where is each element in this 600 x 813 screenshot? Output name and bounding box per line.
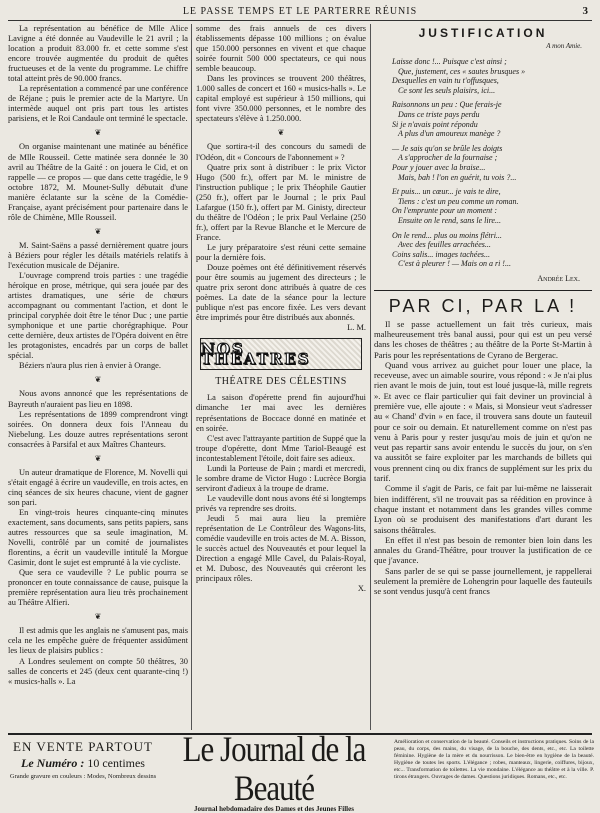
poem-line: Avec des feuilles arrachées... [398, 240, 491, 250]
advertisement-footer [8, 728, 594, 813]
article-paragraph: Lundi la Porteuse de Pain ; mardi et mercredi, le sombre drame de Victor Hugo : Lucrèce Borgia serviront d'adieux à la troupe de drame. [196, 463, 366, 493]
ad-journal-title: Le Journal de la Beauté [182, 728, 366, 809]
column-divider [370, 24, 371, 730]
poem-signature: Andrée Lex. [537, 273, 580, 283]
ad-description: Amélioration et conservation de la beauté. Conseils et instructions pratiques. Soins de la peau, du corps, des mains, du visage, de la bouche, des dents, etc., etc. La toilette féminine. Hygiène de la mère et du nourrisson. Le bien-être en hygiène de la beauté. Hygiène de toutes les sports. L'élégance ; robes, manteaux, lingerie, coiffures, bijoux, etc... Transformation de toilettes. La vie mondaine. L'élégance au théâtre et à la ville. P. tirons étrangers. Ouvrages de dames. Questions juridiques. Romans, etc., etc. [394, 739, 594, 780]
poem-line: — Je sais qu'on se brûle les doigts [392, 143, 503, 153]
poem-title: JUSTIFICATION [418, 26, 548, 40]
poem-line: Si je n'avais point répondu [392, 119, 478, 129]
ad-left [8, 739, 158, 780]
ornament-icon: ❦ [94, 375, 102, 385]
ad-price-value: 10 centimes [87, 756, 145, 770]
ornament-icon: ❦ [94, 128, 102, 138]
divider [374, 290, 592, 291]
poem-line: Mais, bah ! l'on en guérit, tu vois ?... [398, 172, 517, 182]
article-paragraph: On organise maintenant une matinée au bénéfice de Mlle Rousseil. Cette matinée sera donnée le 30 avril au Théâtre de la Gaité : on jouera le Cid, et on rappelle — ce propos — que dans cette tragédie, le 9 octobre 1872, M. Mounet-Sully débutait d'une manière éclatante sur la scène de la Comédie-Française, ayant précisément pour partenaire dans le rôle de Chimène, Mlle Rousseil. [8, 142, 188, 222]
article-paragraph: Un auteur dramatique de Florence, M. Novelli qui s'était engagé à écrire un vaudeville, en trois actes, en cinq séances de six heures chacune, vient de gagner son pari. [8, 467, 188, 507]
column-2 [196, 24, 366, 726]
ornament-icon: ❦ [94, 453, 102, 463]
ornament-icon: ❦ [94, 612, 102, 622]
article-body [374, 319, 592, 597]
article-paragraph: Quand vous arrivez au guichet pour louer une place, la receveuse, avec un aimable sourire, vous répond : « Je n'ai plus rien avant le mois de juin, tout est loué jusque-là, mille regrets ». Et avec ce flair particulier qui fait deviner un provincial à première vue, elle ajoute : « Mais, si Monsieur veut s'adresser au « Chand' d'vin » en face, il trouvera sans doute un fauteuil pour ce soir ou demain. Et naturellement comme on n'est pas venu à Paris pour y rester jusqu'au mois de juin et qu'on ne veut pas repartir sans avoir entendu le succès du jour, on s'en va aussitôt se faire exploiter par les marchands de billets qui vous prennent cinq ou dix francs de supplément sur les prix du tarif. [374, 359, 592, 484]
section-subtitle: THÉATRE DES CÉLESTINS [215, 376, 347, 388]
poem-line: On l'emprunte pour un moment : [392, 206, 498, 216]
article-paragraph: En vingt-trois heures cinquante-cinq minutes exactement, sans documents, sans petits papiers, sans autres ressources que sa seule imagination, M. Novelli, contrôlé par un comité de journalistes florentins, a écrit un vaudeville intitulé la Morgue Casimir, dont le sujet est emprunté à la vie cycliste. [8, 507, 188, 568]
article-paragraph: C'est avec l'attrayante partition de Suppé que la troupe d'opérette, dont Mme Tariol-Beaugé est incontestablement l'étoile, doit faire ses adieux. [196, 433, 366, 463]
column-3 [374, 24, 592, 726]
article-paragraph: Il se passe actuellement un fait très curieux, mais malheureusement très banal aussi, pour qui est un peu versé dans les choses de théâtres ; au théâtre de la Porte St-Martin à Paris pour les représentations de Cyrano de Bergerac. [374, 318, 592, 360]
poem-line: A s'approcher de la fournaise ; [398, 153, 498, 163]
article-paragraph: Le vaudeville dont nous avons été si longtemps privés va reprendre ses droits. [196, 493, 366, 513]
poem-line: Laisse donc !... Puisque c'est ainsi ; [392, 57, 507, 67]
poem-stanza [392, 144, 592, 182]
article-paragraph: Les représentations de 1899 comprendront vingt soirées. On donnera deux fois l'Anneau du Niebelung. Les douze autres représentations seront consacrées à Parsifal et aux Maîtres Chanteurs. [8, 409, 188, 449]
poem-stanza [392, 57, 592, 95]
ad-journal-subtitle: Journal hebdomadaire des Dames et des Jeunes Filles [194, 805, 354, 813]
poem-line: On le rend... plus ou moins flétri... [392, 230, 502, 240]
column-1 [8, 24, 188, 726]
poem-line: Ensuite on le rend, sans le lire... [398, 216, 501, 225]
section-banner-title: NOS THÉATRES [201, 340, 311, 369]
poem-line: Que, justement, ces « sautes brusques » [398, 66, 526, 76]
poem-line: Pour y jouer avec la braise... [392, 163, 486, 173]
ad-price-label: Le Numéro : [21, 756, 85, 770]
ad-center [158, 728, 390, 813]
poem-line: Ce sont les seuls plaisirs, ici... [398, 85, 496, 95]
article-paragraph: Quatre prix sont à distribuer : le prix Victor Hugo (500 fr.), offert par M. le ministre de l'instruction publique ; le prix Théophile Gautier (250 fr.), offert par le Journal ; le prix Paul Lafargue (150 fr.), offert par M. Ginisty, directeur du théâtre de l'Odéon ; le prix Paul Verlaine (250 fr.), offert par la Revue Blanche et le Mercure de France. [196, 162, 366, 242]
poem-line: Et puis... un cœur... je vais te dire, [392, 187, 501, 197]
poem-line: Coins salis... images tachées... [392, 249, 490, 259]
article-paragraph: Douze poèmes ont été définitivement réservés pour être soumis au jugement des directeurs ; le quatre prix seront donc attribués à quatre de ces poèmes. La date de la séance pour la lecture publique n'est pas encore fixée. Les vers devant être imprimés pour être distribués aux abonnés. [196, 263, 366, 323]
poem-stanza [392, 231, 592, 269]
poem-line: Raisonnons un peu : Que ferais-je [392, 100, 502, 110]
article-paragraph: A Londres seulement on compte 50 théâtres, 30 salles de concerts et 245 (deux cent quarante-cinq !) « musics-halls ». La [8, 656, 188, 686]
article-paragraph: M. Saint-Saëns a passé dernièrement quatre jours à Béziers pour régler les détails matériels relatifs à l'exécution musicale de Déjanire. [8, 240, 188, 270]
article-paragraph: En effet il n'est pas besoin de remonter bien loin dans les annales du Grand-Théâtre, pour trouver la justification de ce que j'avance. [374, 534, 592, 566]
article-paragraph: Comme il s'agit de Paris, ce fait par lui-même ne laisserait bien indifférent, s'il ne trouvait pas sa réédition en province à chaque instant et notamment dans les grandes villes comme Lyon où se produisent des manifestations d'art durant les saisons théâtrales. [374, 483, 592, 535]
poem-line: Desquelles en vain tu t'offusques, [392, 76, 499, 86]
article-paragraph: Que sera ce vaudeville ? Le public pourra se prononcer en toute connaissance de cause, puisque la première représentation aura lieu très prochainement au Théâtre Alfieri. [8, 568, 188, 608]
article-signature: L. M. [347, 323, 366, 333]
poem-line: Tiens : c'est un peu comme un roman. [398, 196, 519, 206]
article-paragraph: Que sortira-t-il des concours du samedi de l'Odéon, dit « Concours de l'abonnement » ? [196, 142, 366, 162]
article-paragraph: La saison d'opérette prend fin aujourd'hui dimanche 1er mai avec les dernières représentations de Boccace donné en matinée et en soirée. [196, 393, 366, 433]
ad-price [8, 756, 158, 771]
article-paragraph: Dans les provinces se trouvent 200 théâtres, 1.000 salles de concert et 160 « musics-halls ». Le capital employé est supérieur à 150 millions, qui font vivre 350.000 personnes, et le nombre des spectateurs s'élève à 1.250.000. [196, 74, 366, 124]
poem-line: Dans ce triste pays perdu [398, 110, 480, 120]
ornament-icon: ❦ [94, 226, 102, 236]
ad-features: Grande gravure en couleurs : Modes, Nombreux dessins [9, 773, 157, 780]
article-title: PAR CI, PAR LA ! [388, 295, 578, 316]
article-paragraph: Sans parler de se qui se passe journellement, je rappellerai seulement la première de Lohengrin pour laquelle des fauteuils se sont vendus jusqu'à cent francs [374, 565, 592, 597]
ornament-icon: ❦ [277, 128, 285, 138]
poem [374, 57, 592, 283]
article-paragraph: La représentation a commencé par une conférence de Réjane ; puis le premier acte de la Martyre. Un intermède auquel ont pris part tous les artistes parisiens, et le Roi Candaule ont terminé le spectacle. [8, 84, 188, 124]
section-banner [200, 338, 362, 370]
poem-line: C'est à pleurer ! — Mais on a ri !... [398, 259, 511, 269]
journal-title: LE PASSE TEMPS ET LE PARTERRE RÉUNIS [182, 6, 418, 17]
page-header [8, 4, 592, 21]
article-signature: X. [357, 584, 366, 594]
article-paragraph: Jeudi 5 mai aura lieu la première représentation de Le Contrôleur des Wagons-lits, comédie vaudeville en trois actes de M. A. Bisson, le succès actuel des Nouveautés et pour lequel la Direction a engagé Mlle Cavel, du Palais-Royal, et M. Dubosc, des Nouveautés qui créeront les principaux rôles. [196, 513, 366, 584]
article-paragraph: Le jury préparatoire s'est réuni cette semaine pour la dernière fois. [196, 242, 366, 262]
article-paragraph: La représentation au bénéfice de Mlle Alice Lavigne a été donnée au Vaudeville le 21 avril ; la location a produit 83.000 fr. et cette somme s'est encore trouvée augmentée du produit de quêtes fructueuses et de la vente du programme. Le chiffre total atteint près de 90.000 francs. [8, 24, 188, 84]
article-paragraph: Béziers n'aura plus rien à envier à Orange. [19, 361, 161, 371]
poem-line: A plus d'un amoureux manège ? [398, 129, 501, 139]
poem-dedication: A mon Amie. [546, 42, 582, 51]
article-paragraph: Il est admis que les anglais ne s'amusent pas, mais cela ne les empêche guère de fréquenter assidûment les lieux de plaisirs publics : [8, 626, 188, 656]
poem-stanza [392, 187, 592, 225]
ad-availability: EN VENTE PARTOUT [13, 739, 153, 754]
column-divider [191, 24, 192, 730]
article-paragraph: Nous avons annoncé que les représentations de Bayreuth n'auraient pas lieu en 1898. [8, 389, 188, 409]
article-paragraph: somme des frais annuels de ces divers établissements dépasse 100 millions ; on évalue que 150.000 personnes en vivent et que chaque soirée fournit 500 000 spectateurs, ce qui nous semble beaucoup. [196, 24, 366, 74]
article-paragraph: L'ouvrage comprend trois parties : une tragédie héroïque en prose, métrique, qui sera jouée par des artistes dramatiques, une série de chœurs accompagnant ou commentant l'action, et dont le principal coryphée doit être le ténor Duc ; une partie symphonique et une partie chorégraphique. Pour cette dernière, deux artistes de l'Opéra doivent en être les protagonistes, encadrés par un corps de ballet spécial. [8, 270, 188, 361]
poem-stanza [392, 100, 592, 138]
page-number: 3 [582, 5, 588, 17]
